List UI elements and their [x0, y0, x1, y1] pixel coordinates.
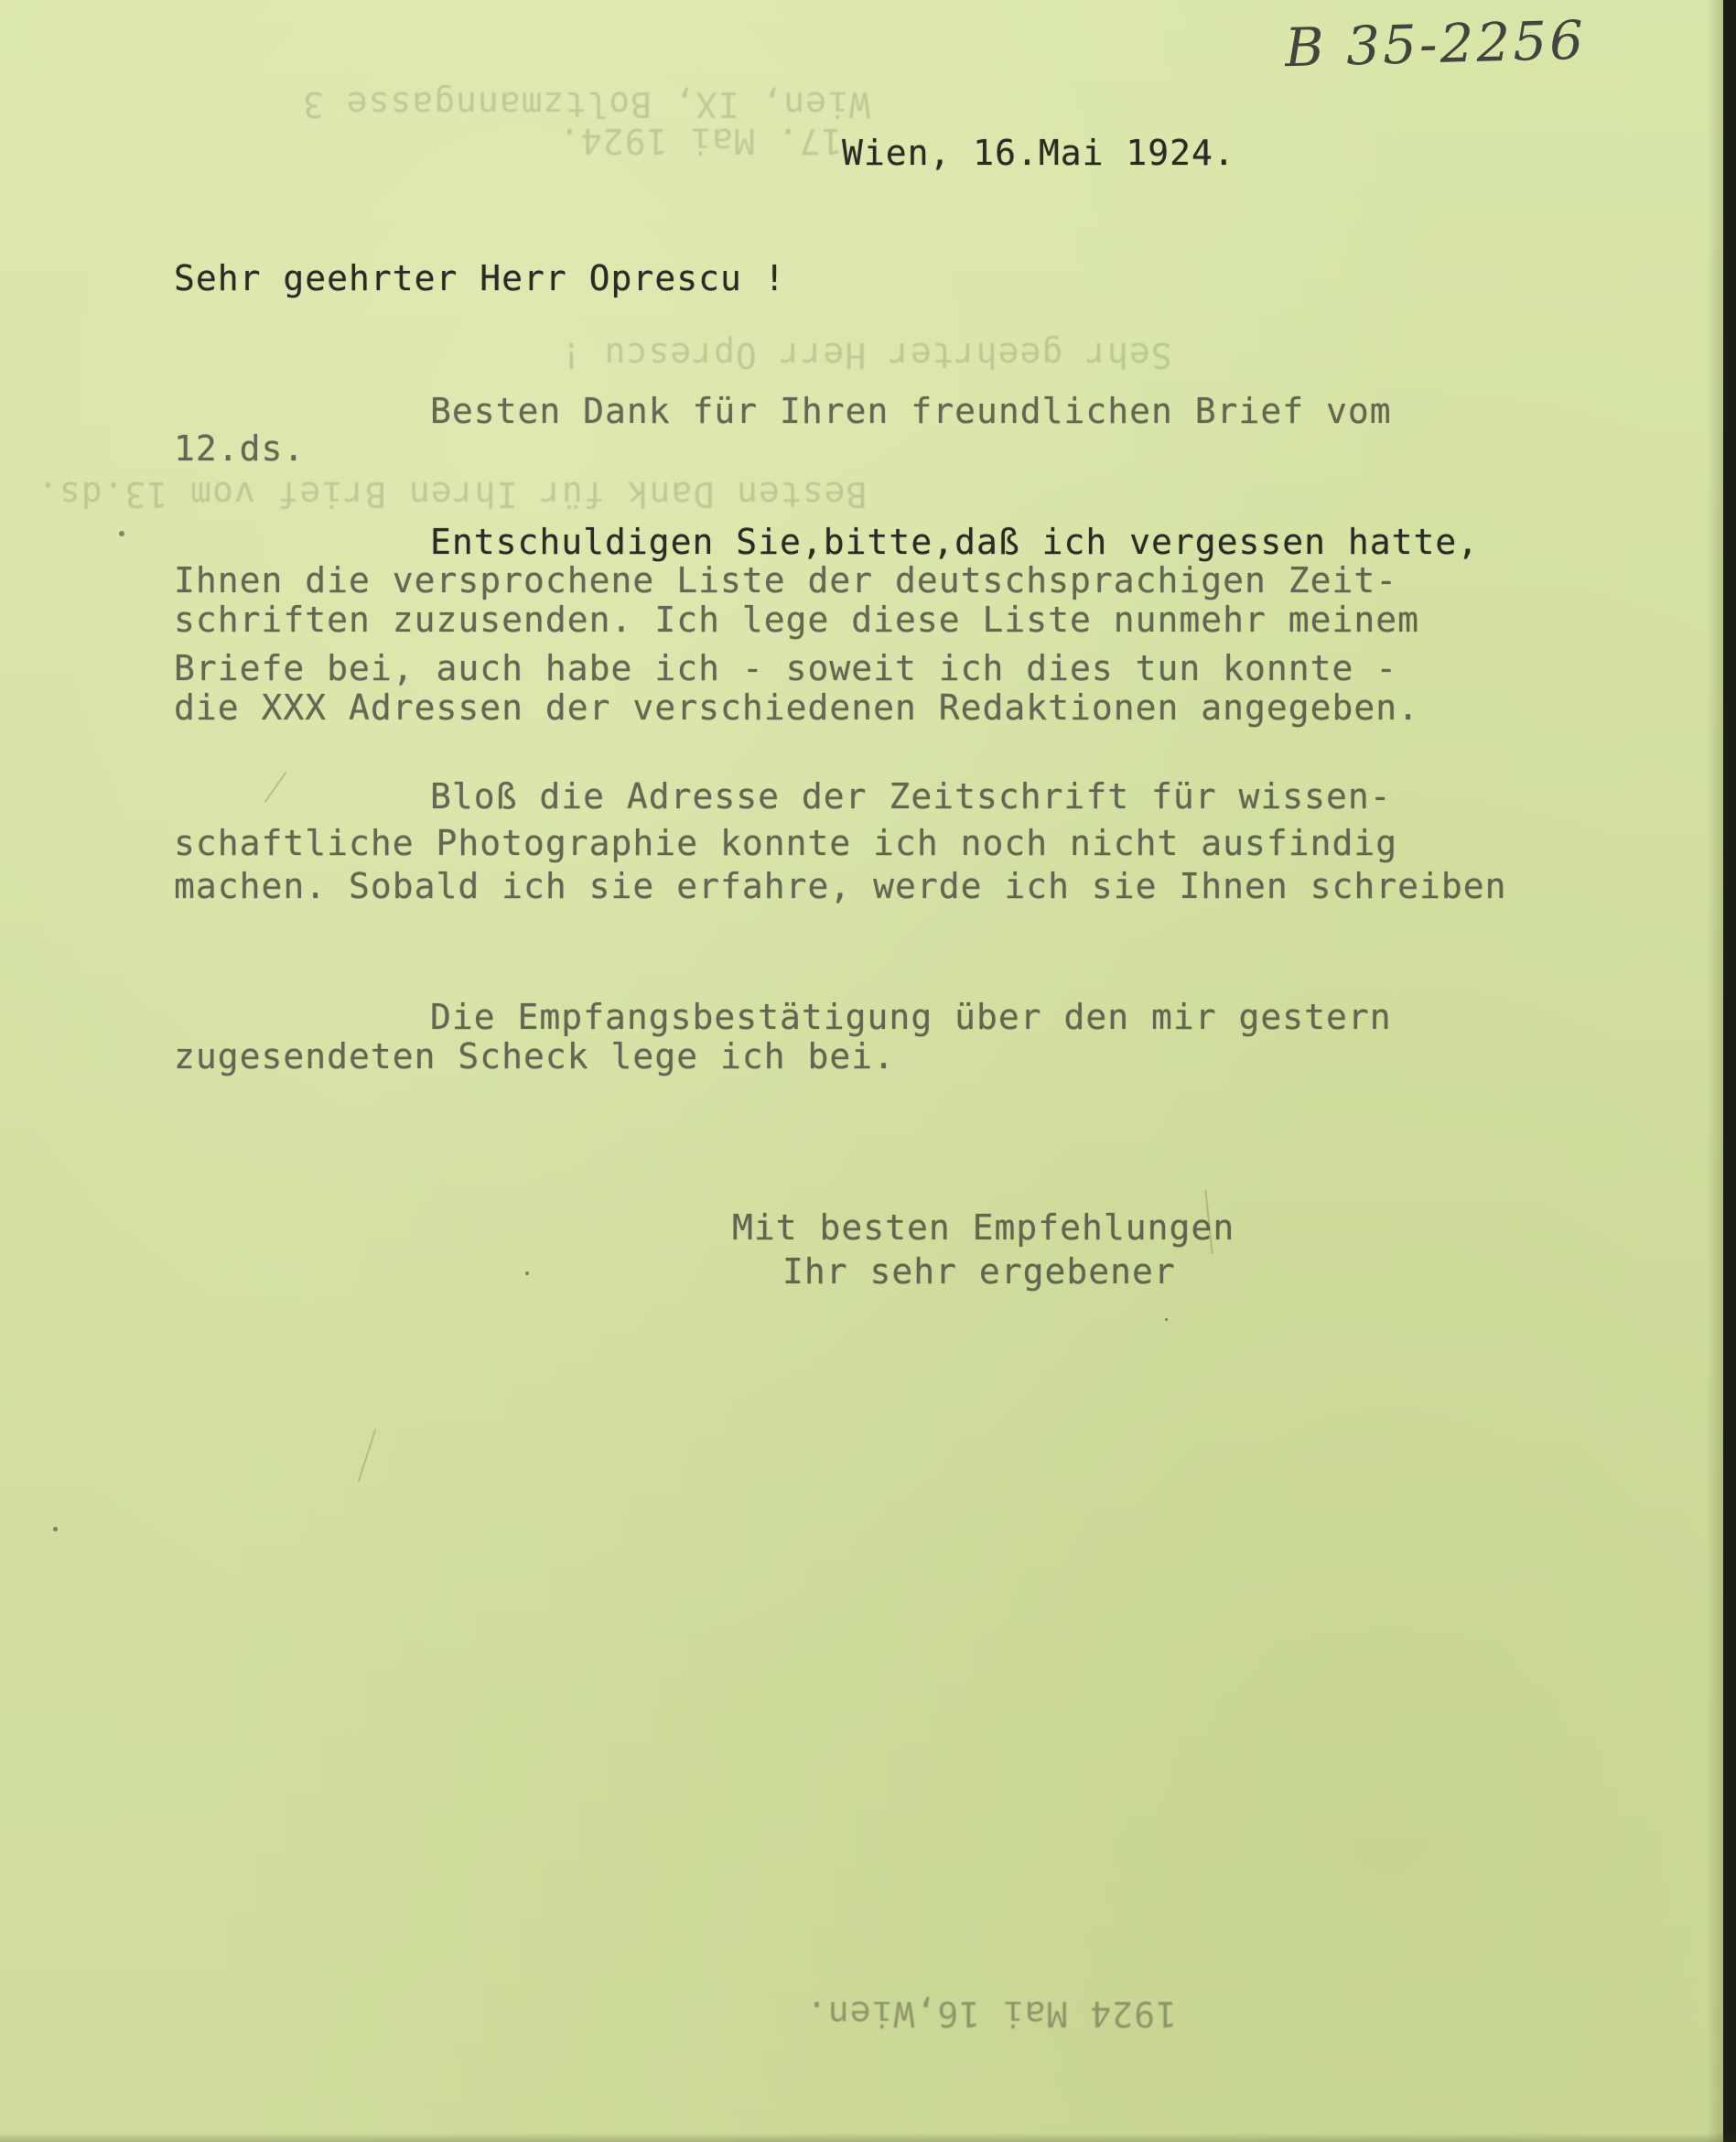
show-through-thanks-line: Besten Dank für Ihren Brief vom 13.ds. — [37, 474, 868, 514]
paragraph-2-line-5: die XXX Adressen der verschiedenen Redaktionen angegeben. — [174, 687, 1420, 728]
paragraph-2-line-4: Briefe bei, auch habe ich - soweit ich dies tun konnte - — [174, 648, 1398, 688]
paragraph-1-line-2: 12.ds. — [174, 428, 306, 469]
show-through-address-line-1: Wien, IX, Boltzmanngasse 3 — [302, 84, 870, 124]
paper-speck — [119, 531, 124, 536]
paragraph-3-line-3: machen. Sobald ich sie erfahre, werde ich sie Ihnen schreiben — [174, 866, 1507, 906]
paper-scratch — [358, 1429, 376, 1482]
paragraph-2-line-1: Entschuldigen Sie,bitte,daß ich vergessen hatte, — [430, 522, 1480, 562]
salutation: Sehr geehrter Herr Oprescu ! — [174, 258, 786, 298]
paper-speck — [1165, 1318, 1168, 1321]
paragraph-4-line-2: zugesendeten Scheck lege ich bei. — [174, 1036, 895, 1076]
paper-speck — [525, 1271, 529, 1275]
page-edge — [1723, 0, 1736, 2142]
paragraph-3-line-2: schaftliche Photographie konnte ich noch nicht ausfindig — [174, 823, 1398, 863]
paragraph-4-line-1: Die Empfangsbestätigung über den mir gestern — [430, 997, 1392, 1037]
closing-line-1: Mit besten Empfehlungen — [732, 1207, 1235, 1248]
show-through-bottom-line: 1924 Mai 16,Wien. — [805, 1994, 1177, 2034]
paper-scratch — [264, 772, 287, 803]
page-bottom-edge — [0, 2133, 1736, 2142]
paper-speck — [53, 1527, 58, 1531]
paragraph-1-line-1: Besten Dank für Ihren freundlichen Brief vom — [430, 391, 1392, 431]
date-line: Wien, 16.Mai 1924. — [842, 133, 1235, 173]
paragraph-2-line-3: schriften zuzusenden. Ich lege diese Liste nunmehr meinem — [174, 600, 1420, 640]
closing-line-2: Ihr sehr ergebener — [782, 1251, 1176, 1292]
show-through-salutation: Sehr geehrter Herr Oprescu ! — [560, 335, 1172, 375]
paragraph-2-line-2: Ihnen die versprochene Liste der deutschsprachigen Zeit- — [174, 560, 1398, 600]
page-edge-shadow — [1707, 0, 1723, 2142]
paragraph-3-line-1: Bloß die Adresse der Zeitschrift für wissen- — [430, 776, 1392, 817]
show-through-address-line-2: 17. Mai 1924. — [558, 121, 843, 161]
archive-number: B 35-2256 — [1284, 8, 1587, 80]
